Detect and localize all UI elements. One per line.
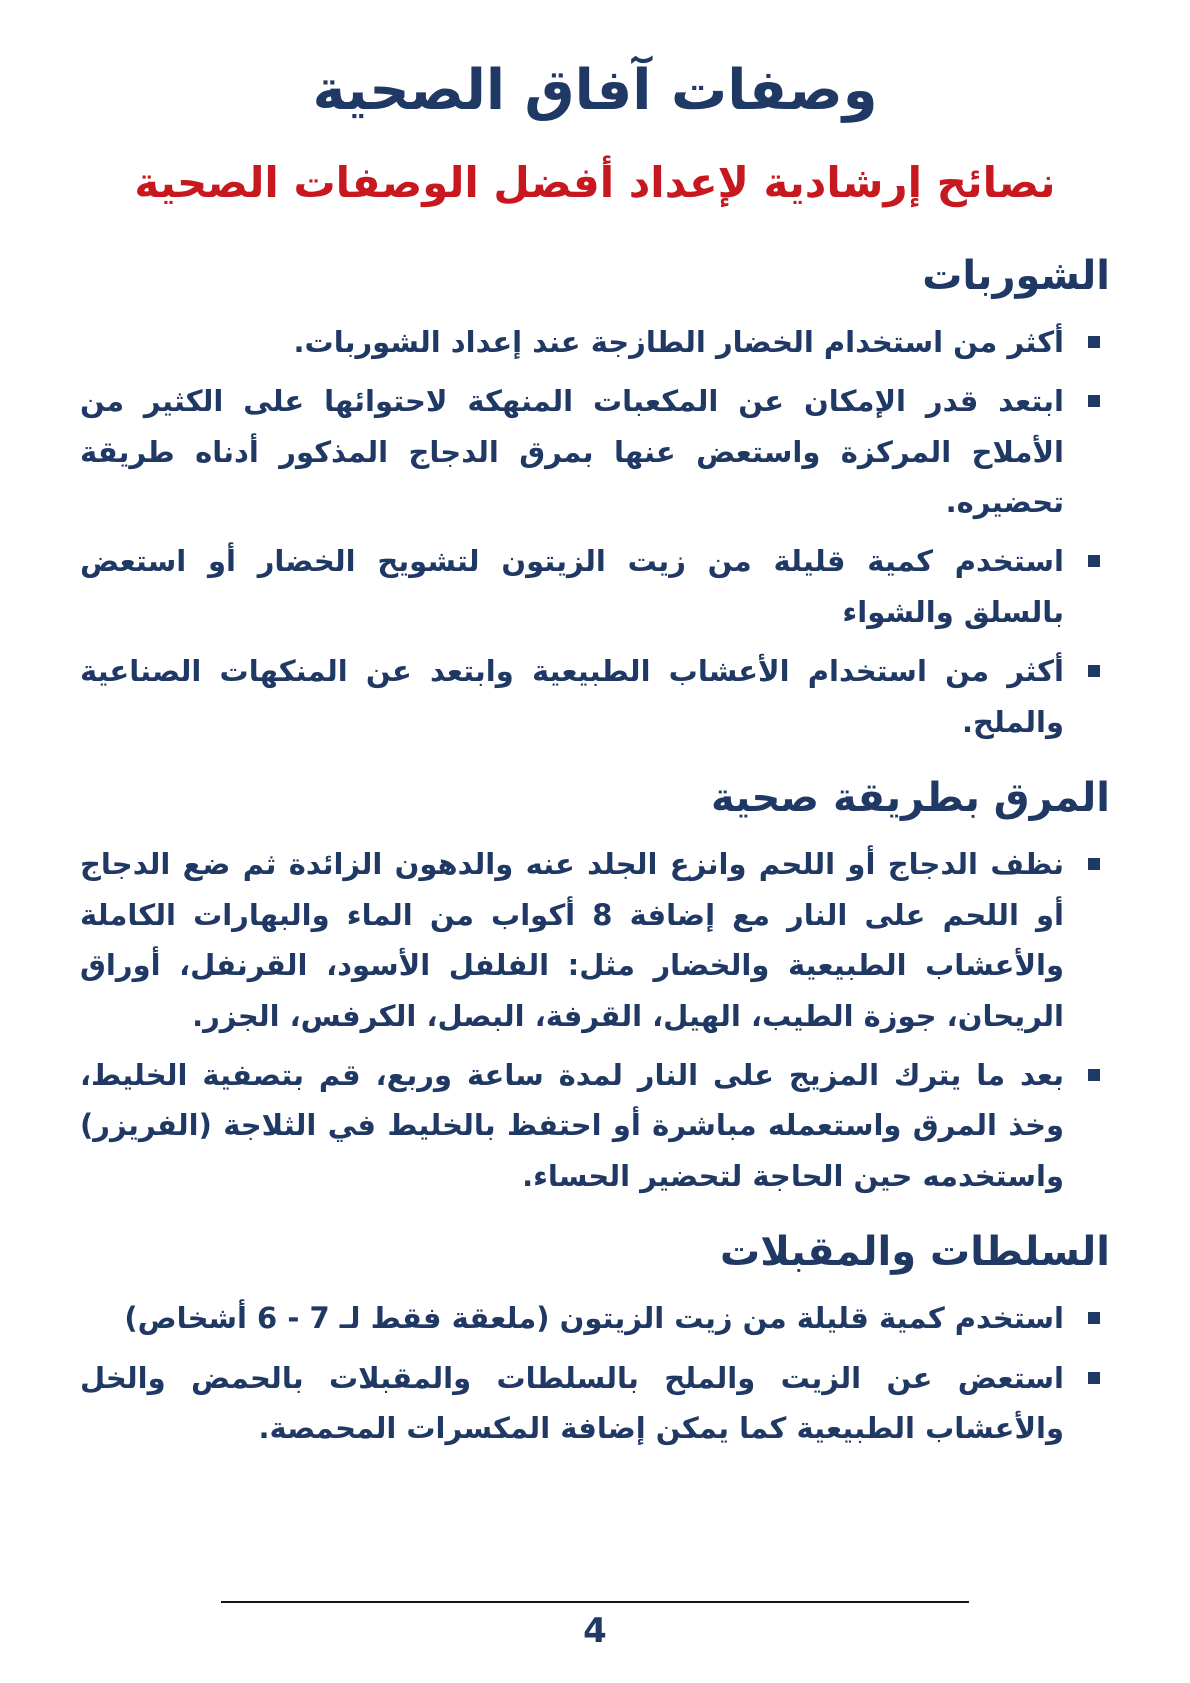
page-subtitle: نصائح إرشادية لإعداد أفضل الوصفات الصحية [134, 158, 1056, 207]
page-number: 4 [583, 1611, 607, 1651]
footer-divider [221, 1601, 969, 1603]
bullet-square-icon [1088, 858, 1100, 870]
salads-bullet-list [80, 1293, 1110, 1453]
bullet-square-icon [1088, 336, 1100, 348]
bullet-text: نظف الدجاج أو اللحم وانزع الجلد عنه والدهون الزائدة ثم ضع الدجاج أو اللحم على النار مع إضافة 8 أكواب من الماء والبهارات الكاملة والأعشاب الطبيعية والخضار مثل: الفلفل الأسود، القرنفل، أوراق الريحان، جوزة الطيب، الهيل، القرفة، البصل، الكرفس، الجزر. [80, 847, 1064, 1033]
bullet-square-icon [1088, 1372, 1100, 1384]
list-item [80, 646, 1110, 747]
bullet-text: استخدم كمية قليلة من زيت الزيتون لتشويح الخضار أو استعض بالسلق والشواء [80, 544, 1064, 629]
list-item [80, 1353, 1110, 1454]
bullet-text: أكثر من استخدام الخضار الطازجة عند إعداد الشوربات. [293, 324, 1064, 359]
bullet-text: بعد ما يترك المزيج على النار لمدة ساعة وربع، قم بتصفية الخليط، وخذ المرق واستعمله مباشرة أو احتفظ بالخليط في الثلاجة (الفريزر) واستخدمه حين الحاجة لتحضير الحساء. [80, 1058, 1064, 1193]
bullet-square-icon [1088, 1069, 1100, 1081]
bullet-text: استعض عن الزيت والملح بالسلطات والمقبلات بالحمض والخل والأعشاب الطبيعية كما يمكن إضافة المكسرات المحمصة. [80, 1360, 1064, 1446]
bullet-text: أكثر من استخدام الأعشاب الطبيعية وابتعد عن المنكهات الصناعية والملح. [80, 654, 1064, 739]
page-footer [0, 1601, 1190, 1651]
soups-bullet-list [80, 317, 1110, 748]
bullet-square-icon [1088, 395, 1100, 407]
page-title: وصفات آفاق الصحية [312, 58, 878, 123]
list-item [80, 1050, 1110, 1201]
broth-bullet-list [80, 839, 1110, 1201]
bullet-square-icon [1088, 665, 1100, 677]
section-heading-salads: السلطات والمقبلات [720, 1229, 1110, 1276]
section-heading-broth: المرق بطريقة صحية [710, 775, 1110, 822]
bullet-text: استخدم كمية قليلة من زيت الزيتون (ملعقة فقط لـ ⁦6 - 7⁩ أشخاص) [124, 1301, 1064, 1336]
list-item [80, 317, 1110, 367]
bullet-text: ابتعد قدر الإمكان عن المكعبات المنهكة لاحتوائها على الكثير من الأملاح المركزة واستعض عنها بمرق الدجاج المذكور أدناه طريقة تحضيره. [80, 384, 1064, 519]
bullet-square-icon [1088, 555, 1100, 567]
list-item [80, 536, 1110, 637]
list-item [80, 376, 1110, 527]
list-item [80, 1293, 1110, 1343]
bullet-square-icon [1088, 1312, 1100, 1324]
section-heading-soups: الشوربات [922, 252, 1110, 299]
list-item [80, 839, 1110, 1041]
